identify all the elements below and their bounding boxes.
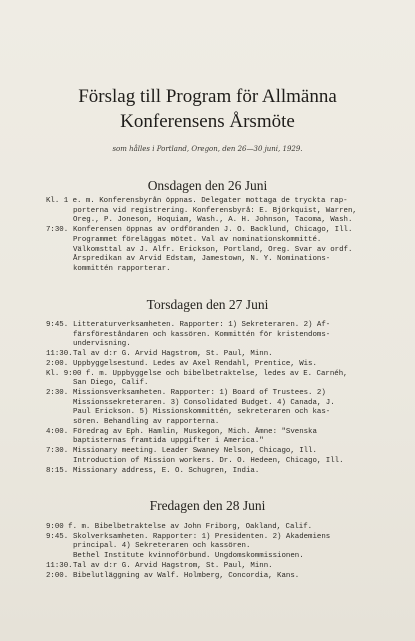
entry-text: Missionssekreteraren. 3) Consolidated Budget. 4) Canada, J. — [73, 398, 335, 407]
schedule-line — [46, 562, 376, 572]
entry-text: Uppbyggelsestund. Ledes av Axel Rendahl, Prentice, Wis. — [73, 359, 317, 368]
schedule-line — [46, 265, 376, 275]
day-heading-wednesday: Onsdagen den 26 Juni — [147, 178, 268, 193]
entry-text: Introduction of Mission workers. Dr. O. Hedeen, Chicago, Ill. — [73, 456, 344, 465]
schedule-line — [46, 447, 376, 457]
entry-text: Oreg., P. Joneson, Hoquiam, Wash., A. H. Johnson, Tacoma, Wash. — [73, 216, 353, 225]
entry-text: Föredrag av Eph. Hamlin, Muskegon, Mich. Ämne: "Svenska — [73, 427, 317, 436]
entry-text: porterna vid registrering. Konferensbyrå: E. Björkquist, Warren, — [73, 206, 357, 215]
entry-time: 2:00. — [46, 359, 69, 368]
entry-text: Bibelutläggning av Walf. Holmberg, Concordia, Kans. — [73, 571, 300, 580]
schedule-line — [46, 408, 376, 418]
day-heading-friday: Fredagen den 28 Juni — [149, 498, 266, 513]
entry-text: undervisning. — [73, 340, 131, 349]
title-line-2: Konferensens Årsmöte — [120, 111, 295, 132]
entry-text: Skolverksamheten. Rapporter: 1) Presidenten. 2) Akademiens — [73, 532, 331, 541]
schedule-line — [46, 379, 376, 389]
entry-text: Välkomsttal av J. Alfr. Erickson, Portland, Oreg. Svar av ordf. — [73, 245, 353, 254]
entry-text: Litteraturverksamheten. Rapporter: 1) Sekreteraren. 2) Af- — [73, 321, 331, 329]
entry-text: baptisternas framtida uppgifter i America." — [73, 437, 264, 446]
entry-text: principal. 4) Sekreteraren och kassören. — [73, 542, 251, 551]
entry-time: Kl. 1 e. m. — [46, 197, 95, 205]
entry-time: 2:00. — [46, 571, 69, 580]
schedule-line — [46, 246, 376, 256]
schedule-line — [46, 428, 376, 438]
schedule-line — [46, 207, 376, 217]
schedule-line — [46, 360, 376, 370]
schedule-line — [46, 467, 376, 477]
schedule-line — [46, 255, 376, 265]
entry-text: Missionary address, E. O. Schugren, India. — [73, 466, 260, 475]
entry-time-and-text — [46, 370, 376, 380]
entry-text: Årspredikan av Arvid Edstam, Jamestown, N. Y. Nominations- — [73, 255, 331, 264]
schedule-line — [46, 457, 376, 467]
entry-text: Paul Erickson. 5) Missionskommittén, sekreteraren och kas- — [73, 408, 331, 417]
schedule-line — [46, 236, 376, 246]
title-line-1: Förslag till Program för Allmänna — [78, 86, 337, 107]
entry-time: 7:30. — [46, 226, 69, 235]
entry-time: 7:30. — [46, 447, 69, 456]
entry-text: kommittén rapporterar. — [73, 264, 171, 273]
entry-time: 11:30. — [46, 561, 73, 570]
day-schedule-wednesday — [46, 197, 376, 275]
schedule-line — [46, 533, 376, 543]
day-schedule-friday — [46, 523, 376, 581]
schedule-line — [46, 331, 376, 341]
schedule-line — [46, 572, 376, 582]
entry-text: Uppbyggelse och bibelbetraktelse, ledes av E. Carnéh, — [112, 369, 348, 378]
day-heading-thursday: Torsdagen den 27 Juni — [146, 297, 269, 312]
schedule-line — [46, 216, 376, 226]
entry-time: 4:00. — [46, 427, 69, 436]
entry-text: Konferensen öppnas av ordföranden J. O. Backlund, Chicago, Ill. — [73, 226, 353, 235]
entry-text: San Diego, Calif. — [73, 379, 149, 388]
schedule-line — [46, 542, 376, 552]
schedule-line — [46, 370, 376, 380]
schedule-line — [46, 418, 376, 428]
schedule-line — [46, 350, 376, 360]
entry-text: Missionsverksamheten. Rapporter: 1) Board of Trustees. 2) — [73, 388, 326, 397]
entry-time-and-text — [46, 197, 376, 207]
entry-text: Programmet föreläggas mötet. Val av nominationskommitté. — [73, 235, 322, 244]
schedule-line — [46, 437, 376, 447]
entry-time: 8:15. — [46, 466, 69, 475]
subtitle: som hålles i Portland, Oregon, den 26—30 juni, 1929. — [112, 145, 303, 153]
day-schedule-thursday — [46, 321, 376, 476]
entry-text: sören. Behandling av rapporterna. — [73, 418, 220, 427]
schedule-line — [46, 399, 376, 409]
entry-text: Bibelbetraktelse av John Friborg, Oakland, Calif. — [94, 523, 313, 531]
schedule-line — [46, 340, 376, 350]
schedule-line — [46, 226, 376, 236]
entry-time: 9:45. — [46, 532, 69, 541]
schedule-line — [46, 389, 376, 399]
entry-text: Bethel Institute kvinnoförbund. Ungdomskommissionen. — [73, 552, 304, 561]
entry-time: 2:30. — [46, 388, 69, 397]
schedule-line — [46, 523, 376, 533]
entry-time: Kl. 9:00 f. m. — [46, 369, 109, 378]
schedule-line — [46, 197, 376, 207]
entry-text: Konferensbyrån öppnas. Delegater mottaga de tryckta rap- — [99, 197, 348, 205]
entry-time: 11:30. — [46, 350, 73, 359]
entry-time: 9:00 f. m. — [46, 523, 91, 531]
entry-text: Tal av d:r G. Arvid Hagstrom, St. Paul, Minn. — [73, 350, 273, 359]
entry-time-and-text — [46, 523, 376, 533]
schedule-line — [46, 552, 376, 562]
entry-text: Missionary meeting. Leader Swaney Nelson, Chicago, Ill. — [73, 447, 317, 456]
entry-time: 9:45. — [46, 321, 69, 329]
entry-text: Tal av d:r G. Arvid Hagstrom, St. Paul, Minn. — [73, 561, 273, 570]
schedule-line — [46, 321, 376, 331]
entry-text: färsföreståndaren och kassören. Kommittén för kristendoms- — [73, 330, 331, 339]
